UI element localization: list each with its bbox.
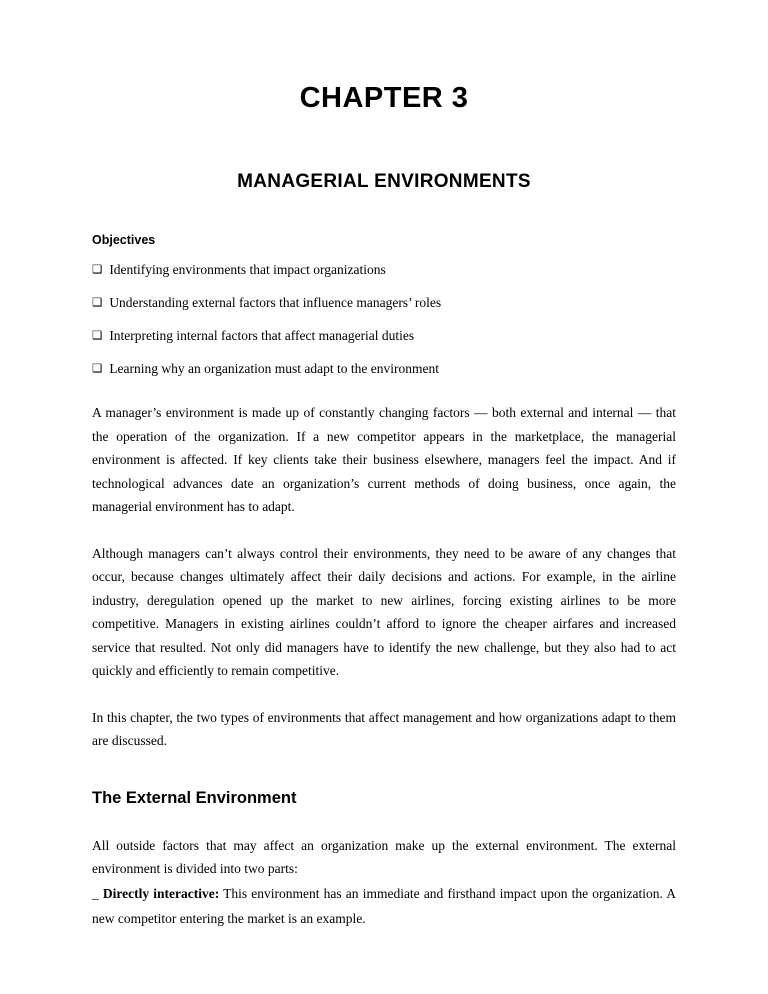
square-bullet-icon: ❑: [92, 297, 103, 309]
objective-text: Understanding external factors that influence managers’ roles: [109, 295, 442, 310]
list-item-directly-interactive: [92, 881, 676, 931]
list-marker: _: [92, 885, 103, 901]
square-bullet-icon: ❑: [92, 363, 103, 375]
section-heading-external-environment: The External Environment: [92, 788, 297, 807]
objective-item: [92, 295, 676, 311]
objective-text: Learning why an organization must adapt to the environment: [109, 361, 439, 376]
objective-item: [92, 361, 676, 377]
chapter-subtitle: MANAGERIAL ENVIRONMENTS: [237, 171, 531, 192]
chapter-title: CHAPTER 3: [299, 82, 469, 114]
list-text: This environment has an immediate and firsthand impact upon the organization. A new competitor entering the market is an example.: [92, 885, 677, 926]
body-paragraph: Although managers can’t always control their environments, they need to be aware of any changes that occur, because changes ultimately affect their daily decisions and actions. For example, in the airline industry, deregulation opened up the market to new airlines, forcing existing airlines to be more competitive. Managers in existing airlines couldn’t afford to ignore the cheaper airfares and increased service that resulted. Not only did managers have to identify the new challenge, but they also had to act quickly and efficiently to remain competitive.: [92, 545, 676, 678]
objective-item: [92, 262, 676, 278]
objective-text: Interpreting internal factors that affect managerial duties: [109, 328, 415, 343]
section-intro: All outside factors that may affect an organization make up the external environment. The external environment is divided into two parts:: [92, 837, 676, 876]
square-bullet-icon: ❑: [92, 264, 103, 276]
objective-item: [92, 328, 676, 344]
square-bullet-icon: ❑: [92, 330, 103, 342]
body-paragraph: A manager’s environment is made up of constantly changing factors — both external and internal — that the operation of the organization. If a new competitor appears in the marketplace, the managerial environment is affected. If key clients take their business elsewhere, managers feel the impact. And if technological advances date an organization’s current methods of doing business, once again, the managerial environment has to adapt.: [92, 405, 676, 514]
objective-text: Identifying environments that impact organizations: [109, 262, 386, 277]
body-paragraph: In this chapter, the two types of environments that affect management and how organizations adapt to them are discussed.: [92, 709, 676, 748]
objectives-heading: Objectives: [92, 233, 156, 247]
list-term: Directly interactive:: [102, 885, 220, 901]
